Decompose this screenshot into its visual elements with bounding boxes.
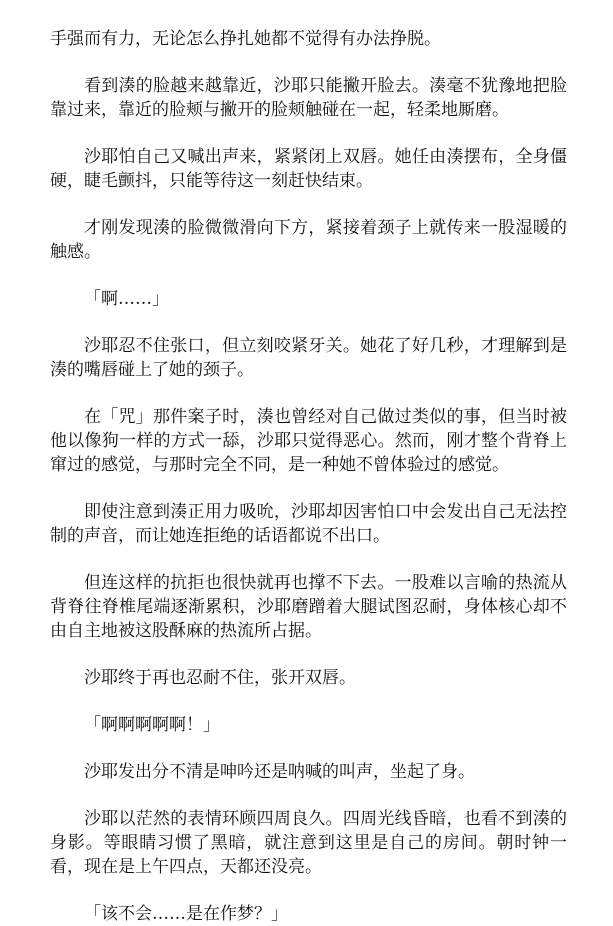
dialogue-line: 「啊……」 <box>84 289 169 309</box>
paragraph: 沙耶发出分不清是呻吟还是呐喊的叫声，坐起了身。 <box>84 762 475 782</box>
paragraph: 手强而有力，无论怎么挣扎她都不觉得有办法挣脱。 <box>50 29 441 49</box>
paragraph: 在「咒」那件案子时，湊也曾经对自己做过类似的事，但当时被他以像狗一样的方式一舔，沙耶只觉得恶心。然而，刚才整个背脊上窜过的感觉，与那时完全不同，是一种她不曾体验过的感觉。 <box>50 407 567 475</box>
paragraph: 才刚发现湊的脸微微滑向下方，紧接着颈子上就传来一股湿暖的触感。 <box>50 218 567 262</box>
dialogue-line: 「啊啊啊啊啊！」 <box>84 715 220 735</box>
dialogue-line: 「该不会……是在作梦？」 <box>84 904 288 924</box>
paragraph: 沙耶终于再也忍耐不住，张开双唇。 <box>84 668 356 688</box>
paragraph: 看到湊的脸越来越靠近，沙耶只能撇开脸去。湊毫不犹豫地把脸靠过来，靠近的脸颊与撇开的脸颊触碰在一起，轻柔地厮磨。 <box>50 76 567 120</box>
paragraph: 即使注意到湊正用力吸吮，沙耶却因害怕口中会发出自己无法控制的声音，而让她连拒绝的话语都说不出口。 <box>50 502 567 546</box>
paragraph: 沙耶怕自己又喊出声来，紧紧闭上双唇。她任由湊摆布，全身僵硬，睫毛颤抖，只能等待这一刻赶快结束。 <box>50 147 567 191</box>
paragraph: 沙耶以茫然的表情环顾四周良久。四周光线昏暗，也看不到湊的身影。等眼睛习惯了黑暗，就注意到这里是自己的房间。朝时钟一看，现在是上午四点，天都还没亮。 <box>50 809 567 877</box>
paragraph: 但连这样的抗拒也很快就再也撑不下去。一股难以言喻的热流从背脊往脊椎尾端逐渐累积，沙耶磨蹭着大腿试图忍耐，身体核心却不由自主地被这股酥麻的热流所占据。 <box>50 573 567 641</box>
paragraph: 沙耶忍不住张口，但立刻咬紧牙关。她花了好几秒，才理解到是湊的嘴唇碰上了她的颈子。 <box>50 336 567 380</box>
